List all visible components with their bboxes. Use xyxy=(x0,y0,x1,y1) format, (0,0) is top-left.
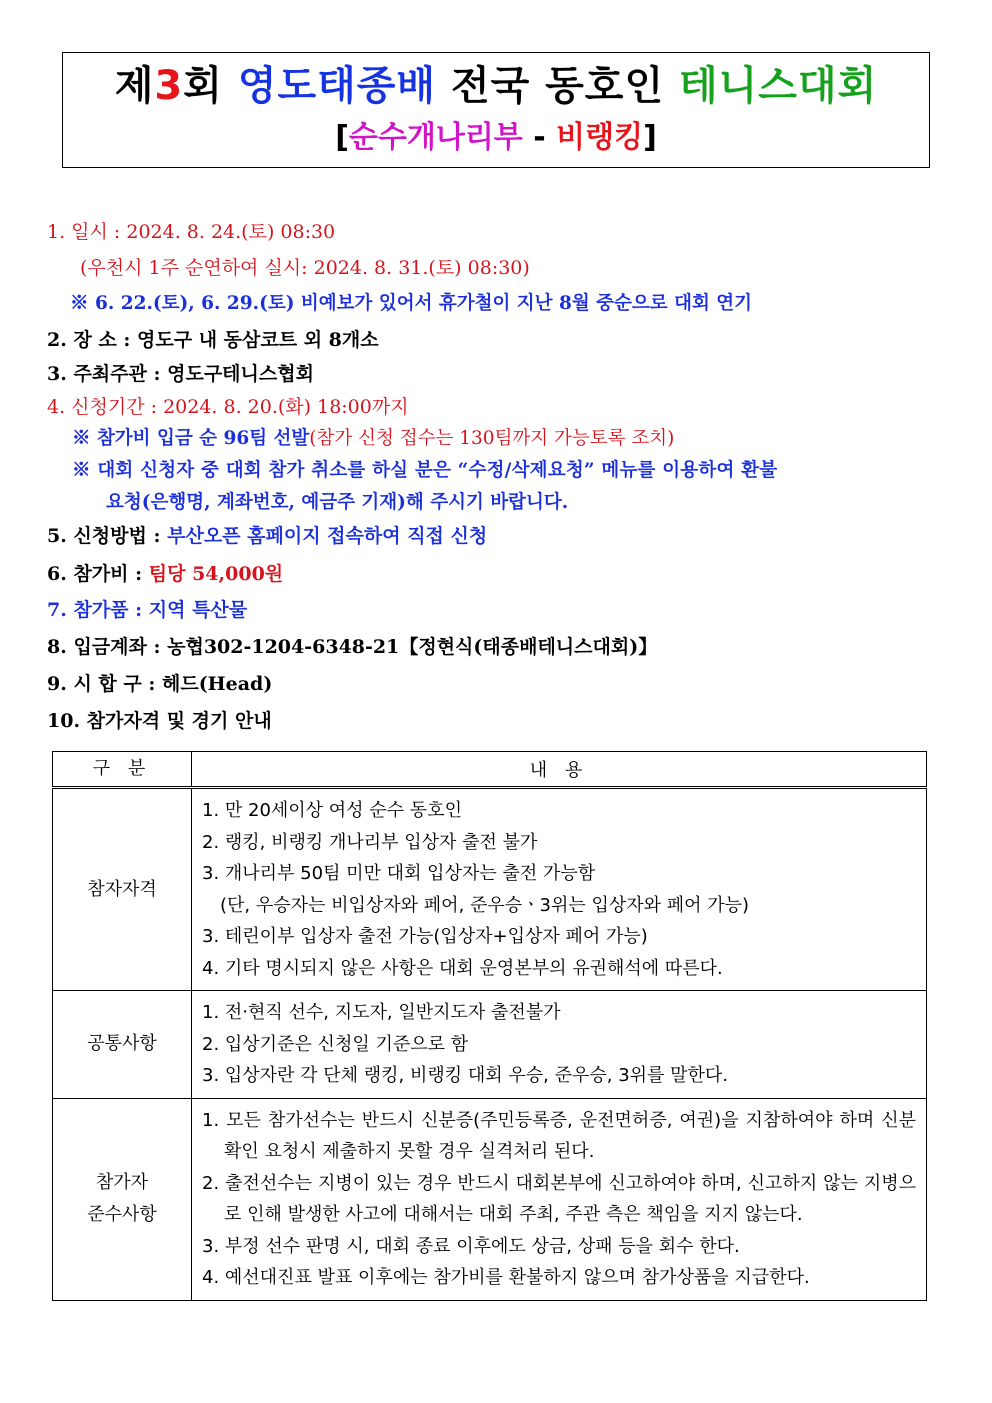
title-seg: 회 xyxy=(183,63,238,109)
subtitle-seg: 비랭킹 xyxy=(556,120,644,155)
title-seg: 영도태종배 xyxy=(237,63,437,109)
item-method xyxy=(47,524,487,548)
item-delay-note: ※ 6. 22.(토), 6. 29.(토) 비예보가 있어서 휴가철이 지난 8월 중순으로 대회 연기 xyxy=(70,293,753,314)
compliance-label-line2: 준수사항 xyxy=(87,1204,157,1225)
item-cancel-note: ※ 대회 신청자 중 대회 참가 취소를 하실 분은 “수정/삭제요청” 메뉴를 이용하여 환불 xyxy=(72,460,778,481)
row-content-eligibility xyxy=(192,788,927,991)
row-content-compliance xyxy=(192,1098,927,1300)
item-cancel-note-cont: 요청(은행명, 계좌번호, 예금주 기재)해 주시기 바랍니다. xyxy=(106,492,569,513)
subtitle-seg: 순수개나리부 xyxy=(348,120,523,155)
eligibility-table xyxy=(52,751,927,1301)
list-item: 1. 전‧현직 선수, 지도자, 일반지도자 출전불가 xyxy=(202,1002,561,1023)
list-item: 2. 출전선수는 지병이 있는 경우 반드시 대회본부에 신고하여야 하며, 신고하지 않는 지병으로 인해 발생한 사고에 대해서는 대회 주최, 주관 측은 책임을 지지 않는다. xyxy=(202,1172,916,1225)
list-item: (단, 우승자는 비입상자와 페어, 준우승ㆍ3위는 입상자와 페어 가능) xyxy=(220,894,750,916)
list-item: 3. 부정 선수 판명 시, 대회 종료 이후에도 상금, 상패 등을 회수 한다. xyxy=(202,1235,740,1257)
list-item: 4. 예선대진표 발표 이후에는 참가비를 환불하지 않으며 참가상품을 지급한다. xyxy=(202,1267,810,1288)
item-organizer: 3. 주최주관 : 영도구테니스협회 xyxy=(47,363,314,385)
item-rain-date: (우천시 1주 순연하여 실시: 2024. 8. 31.(토) 08:30) xyxy=(80,257,530,279)
item-ball: 9. 시 합 구 : 헤드(Head) xyxy=(47,673,273,695)
fee-note-main: ※ 참가비 입금 순 96팀 선발 xyxy=(72,428,310,449)
header-content: 내 용 xyxy=(192,752,927,788)
item-venue: 2. 장 소 : 영도구 내 동삼코트 외 8개소 xyxy=(47,329,379,351)
list-item: 3. 테린이부 입상자 출전 가능(입상자+입상자 페어 가능) xyxy=(202,926,648,947)
header-category: 구 분 xyxy=(53,752,192,788)
table-header-row xyxy=(53,752,927,788)
item-date: 1. 일시 : 2024. 8. 24.(토) 08:30 xyxy=(47,221,336,243)
table-row xyxy=(53,1098,927,1300)
row-content-common xyxy=(192,991,927,1099)
table-row xyxy=(53,991,927,1099)
row-label-common: 공통사항 xyxy=(53,991,192,1099)
list-item: 1. 만 20세이상 여성 순수 동호인 xyxy=(202,800,462,821)
title-box xyxy=(62,52,930,168)
title-seg: 3 xyxy=(154,63,184,109)
row-label-compliance xyxy=(53,1098,192,1300)
method-value: 부산오픈 홈페이지 접속하여 직접 신청 xyxy=(167,525,488,547)
list-item: 2. 랭킹, 비랭킹 개나리부 입상자 출전 불가 xyxy=(202,831,538,853)
main-title xyxy=(63,63,929,109)
list-item: 3. 입상자란 각 단체 랭킹, 비랭킹 대회 우승, 준우승, 3위를 말한다. xyxy=(202,1065,729,1086)
item-eligibility-heading: 10. 참가자격 및 경기 안내 xyxy=(47,710,272,732)
subtitle-seg: - xyxy=(522,120,557,155)
row-label-eligibility: 참자자격 xyxy=(53,788,192,991)
subtitle-seg: [ xyxy=(335,120,349,155)
fee-label: 6. 참가비 : xyxy=(47,563,149,585)
fee-value: 팀당 54,000원 xyxy=(148,563,284,585)
subtitle xyxy=(63,122,929,154)
fee-note-sub: (참가 신청 접수는 130팀까지 가능토록 조치) xyxy=(309,428,675,449)
subtitle-seg: ] xyxy=(643,120,657,155)
compliance-label-line1: 참가자 xyxy=(95,1172,149,1193)
title-seg: 제 xyxy=(114,63,155,109)
item-account: 8. 입금계좌 : 농협302-1204-6348-21【정현식(태종배테니스대회)】 xyxy=(47,636,658,658)
list-item: 2. 입상기준은 신청일 기준으로 함 xyxy=(202,1033,469,1055)
list-item: 3. 개나리부 50팀 미만 대회 입상자는 출전 가능함 xyxy=(202,863,596,884)
title-seg: 전국 동호인 xyxy=(436,63,680,109)
list-item: 1. 모든 참가선수는 반드시 신분증(주민등록증, 운전면허증, 여권)을 지참하여야 하며 신분확인 요청시 제출하지 못할 경우 실격처리 된다. xyxy=(202,1109,916,1162)
table-row xyxy=(53,788,927,991)
item-gift: 7. 참가품 : 지역 특산물 xyxy=(47,599,248,621)
method-label: 5. 신청방법 : xyxy=(47,525,168,547)
list-item: 4. 기타 명시되지 않은 사항은 대회 운영본부의 유권해석에 따른다. xyxy=(202,957,723,979)
item-fee-note xyxy=(72,427,674,451)
item-application-period: 4. 신청기간 : 2024. 8. 20.(화) 18:00까지 xyxy=(47,396,409,418)
title-seg: 테니스대회 xyxy=(679,63,878,109)
item-fee xyxy=(47,562,283,586)
